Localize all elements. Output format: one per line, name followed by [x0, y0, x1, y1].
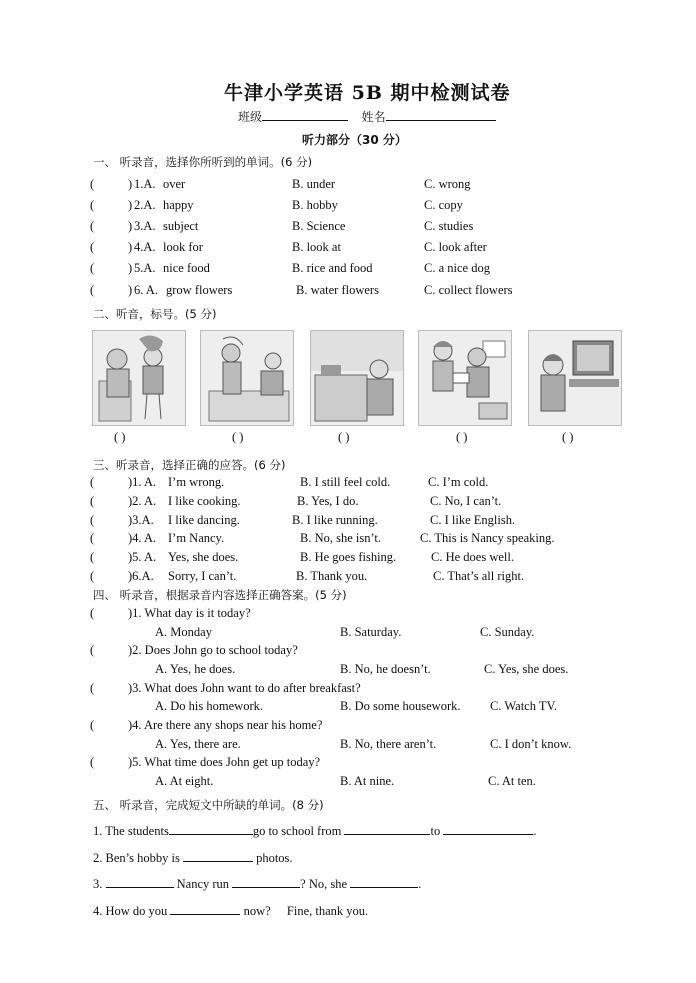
option-c: C. At ten. [488, 774, 536, 788]
fill-blank[interactable] [170, 903, 240, 915]
fill-text: go to school from [252, 824, 342, 838]
option-b: B. No, she isn’t. [300, 531, 382, 545]
option-b: B. Do some housework. [340, 699, 461, 713]
option-b: B. No, there aren’t. [340, 737, 437, 751]
option-b: B. water flowers [296, 283, 379, 297]
option-b: B. hobby [292, 198, 338, 212]
picture-grandparents [92, 330, 186, 426]
answer-paren-close: ) [128, 240, 133, 254]
option-c: C. Watch TV. [490, 699, 558, 713]
option-b: B. under [292, 177, 336, 191]
option-a: I like dancing. [168, 513, 240, 527]
option-c: C. Yes, she does. [484, 662, 569, 676]
section5-heading: 五、 听录音，完成短文中所缺的单词。(8 分) [93, 798, 324, 812]
answer-paren-close: ) [128, 177, 133, 191]
option-c: C. I don’t know. [490, 737, 572, 751]
question-number: 2.A. [134, 198, 156, 212]
answer-paren-open[interactable]: ( [90, 643, 95, 657]
answer-paren-open[interactable]: ( [90, 219, 95, 233]
fill-text: now? [243, 904, 271, 918]
answer-paren-close: ) [128, 219, 133, 233]
answer-paren-close: ) [128, 261, 133, 275]
answer-paren-open[interactable]: ( [90, 718, 95, 732]
option-b: B. look at [292, 240, 341, 254]
question-number: )1. A. [128, 475, 157, 489]
option-a: grow flowers [166, 283, 233, 297]
fill-blank[interactable] [350, 876, 418, 888]
picture-answer-2[interactable]: ( ) [232, 430, 244, 444]
section2-heading: 二、听音，标号。(5 分) [93, 307, 217, 321]
option-b: B. Yes, I do. [297, 494, 359, 508]
fill-text: . [533, 824, 537, 838]
fill-text: Fine, thank you. [286, 904, 369, 918]
option-a: A. Yes, he does. [155, 662, 236, 676]
fill-text: 3. [93, 877, 103, 891]
answer-paren-close: ) [128, 198, 133, 212]
question-number: )4. A. [128, 531, 157, 545]
answer-paren-open[interactable]: ( [90, 755, 95, 769]
fill-line-3 [93, 876, 421, 892]
question-number: )3.A. [128, 513, 154, 527]
answer-paren-open[interactable]: ( [90, 198, 95, 212]
answer-paren-open[interactable]: ( [90, 177, 95, 191]
fill-text: ? No, she [300, 877, 348, 891]
option-b: B. I like running. [292, 513, 378, 527]
answer-paren-open[interactable]: ( [90, 513, 95, 527]
option-a: I’m Nancy. [168, 531, 225, 545]
answer-paren-open[interactable]: ( [90, 494, 95, 508]
option-a: I like cooking. [168, 494, 241, 508]
option-b: B. At nine. [340, 774, 395, 788]
picture-answer-4[interactable]: ( ) [456, 430, 468, 444]
answer-paren-open[interactable]: ( [90, 569, 95, 583]
picture-kitchen [310, 330, 404, 426]
option-c: C. wrong [424, 177, 471, 191]
listening-title: 听力部分（30 分） [302, 133, 407, 147]
question-number: 1.A. [134, 177, 156, 191]
option-c: C. look after [424, 240, 487, 254]
section3-heading: 三、听录音，选择正确的应答。(6 分) [93, 458, 286, 472]
fill-blank[interactable] [169, 823, 253, 835]
fill-text: 1. The students [93, 824, 169, 838]
picture-computer [528, 330, 622, 426]
fill-text: photos. [256, 851, 293, 865]
option-b: B. No, he doesn’t. [340, 662, 431, 676]
option-a: subject [163, 219, 199, 233]
fill-text: to [430, 824, 441, 838]
fill-blank[interactable] [344, 823, 430, 835]
option-c: C. studies [424, 219, 474, 233]
question-number: )6.A. [128, 569, 154, 583]
option-c: C. I like English. [430, 513, 516, 527]
option-c: C. copy [424, 198, 463, 212]
option-a: A. Do his homework. [155, 699, 263, 713]
option-a: over [163, 177, 186, 191]
class-field [238, 108, 496, 125]
fill-text: 4. How do you [93, 904, 168, 918]
answer-paren-open[interactable]: ( [90, 475, 95, 489]
fill-blank[interactable] [232, 876, 300, 888]
question-text: )5. What time does John get up today? [128, 755, 321, 769]
fill-line-4 [93, 903, 368, 919]
fill-blank[interactable] [106, 876, 174, 888]
answer-paren-open[interactable]: ( [90, 240, 95, 254]
option-b: B. Science [292, 219, 346, 233]
picture-answer-3[interactable]: ( ) [338, 430, 350, 444]
option-c: C. He does well. [431, 550, 514, 564]
option-b: B. He goes fishing. [300, 550, 397, 564]
option-a: nice food [163, 261, 210, 275]
class-blank[interactable] [262, 108, 348, 121]
option-a: A. At eight. [155, 774, 214, 788]
fill-blank[interactable] [443, 823, 533, 835]
question-number: )5. A. [128, 550, 157, 564]
answer-paren-open[interactable]: ( [90, 681, 95, 695]
option-c: C. This is Nancy speaking. [420, 531, 555, 545]
picture-answer-5[interactable]: ( ) [562, 430, 574, 444]
option-b: B. Saturday. [340, 625, 402, 639]
option-c: C. That’s all right. [433, 569, 525, 583]
option-a: Yes, she does. [168, 550, 239, 564]
fill-line-1 [93, 823, 536, 839]
question-text: )1. What day is it today? [128, 606, 251, 620]
question-number: 3.A. [134, 219, 156, 233]
option-a: Sorry, I can’t. [168, 569, 237, 583]
option-c: C. I’m cold. [428, 475, 489, 489]
answer-paren-open[interactable]: ( [90, 531, 95, 545]
section1-heading: 一、 听录音，选择你所听到的单词。(6 分) [93, 155, 313, 169]
option-b: B. rice and food [292, 261, 373, 275]
fill-line-2 [93, 850, 293, 866]
section4-heading: 四、 听录音，根据录音内容选择正确答案。(5 分) [93, 588, 347, 602]
fill-text: . [418, 877, 422, 891]
question-text: )3. What does John want to do after breakfast? [128, 681, 361, 695]
question-number: 4.A. [134, 240, 156, 254]
fill-blank[interactable] [183, 850, 253, 862]
option-a: A. Monday [155, 625, 212, 639]
answer-paren-open[interactable]: ( [90, 606, 95, 620]
option-c: C. No, I can’t. [430, 494, 502, 508]
option-a: look for [163, 240, 203, 254]
picture-two-children [418, 330, 512, 426]
picture-answer-1[interactable]: ( ) [114, 430, 126, 444]
option-a: I’m wrong. [168, 475, 225, 489]
fill-text: 2. Ben’s hobby is [93, 851, 180, 865]
question-text: )4. Are there any shops near his home? [128, 718, 323, 732]
answer-paren-close: ) [128, 283, 133, 297]
question-text: )2. Does John go to school today? [128, 643, 298, 657]
option-b: B. Thank you. [296, 569, 368, 583]
option-a: happy [163, 198, 194, 212]
option-c: C. a nice dog [424, 261, 490, 275]
name-blank[interactable] [386, 108, 496, 121]
fill-text: Nancy run [176, 877, 230, 891]
question-number: 6. A. [134, 283, 158, 297]
question-number: 5.A. [134, 261, 156, 275]
page-title: 牛津小学英语 5B 期中检测试卷 [224, 82, 511, 104]
class-label: 班级 [238, 110, 263, 124]
question-number: )2. A. [128, 494, 157, 508]
picture-sick-boy [200, 330, 294, 426]
answer-paren-open[interactable]: ( [90, 283, 95, 297]
option-b: B. I still feel cold. [300, 475, 391, 489]
name-label: 姓名 [361, 110, 386, 124]
option-c: C. Sunday. [480, 625, 535, 639]
option-a: A. Yes, there are. [155, 737, 241, 751]
option-c: C. collect flowers [424, 283, 513, 297]
answer-paren-open[interactable]: ( [90, 261, 95, 275]
answer-paren-open[interactable]: ( [90, 550, 95, 564]
